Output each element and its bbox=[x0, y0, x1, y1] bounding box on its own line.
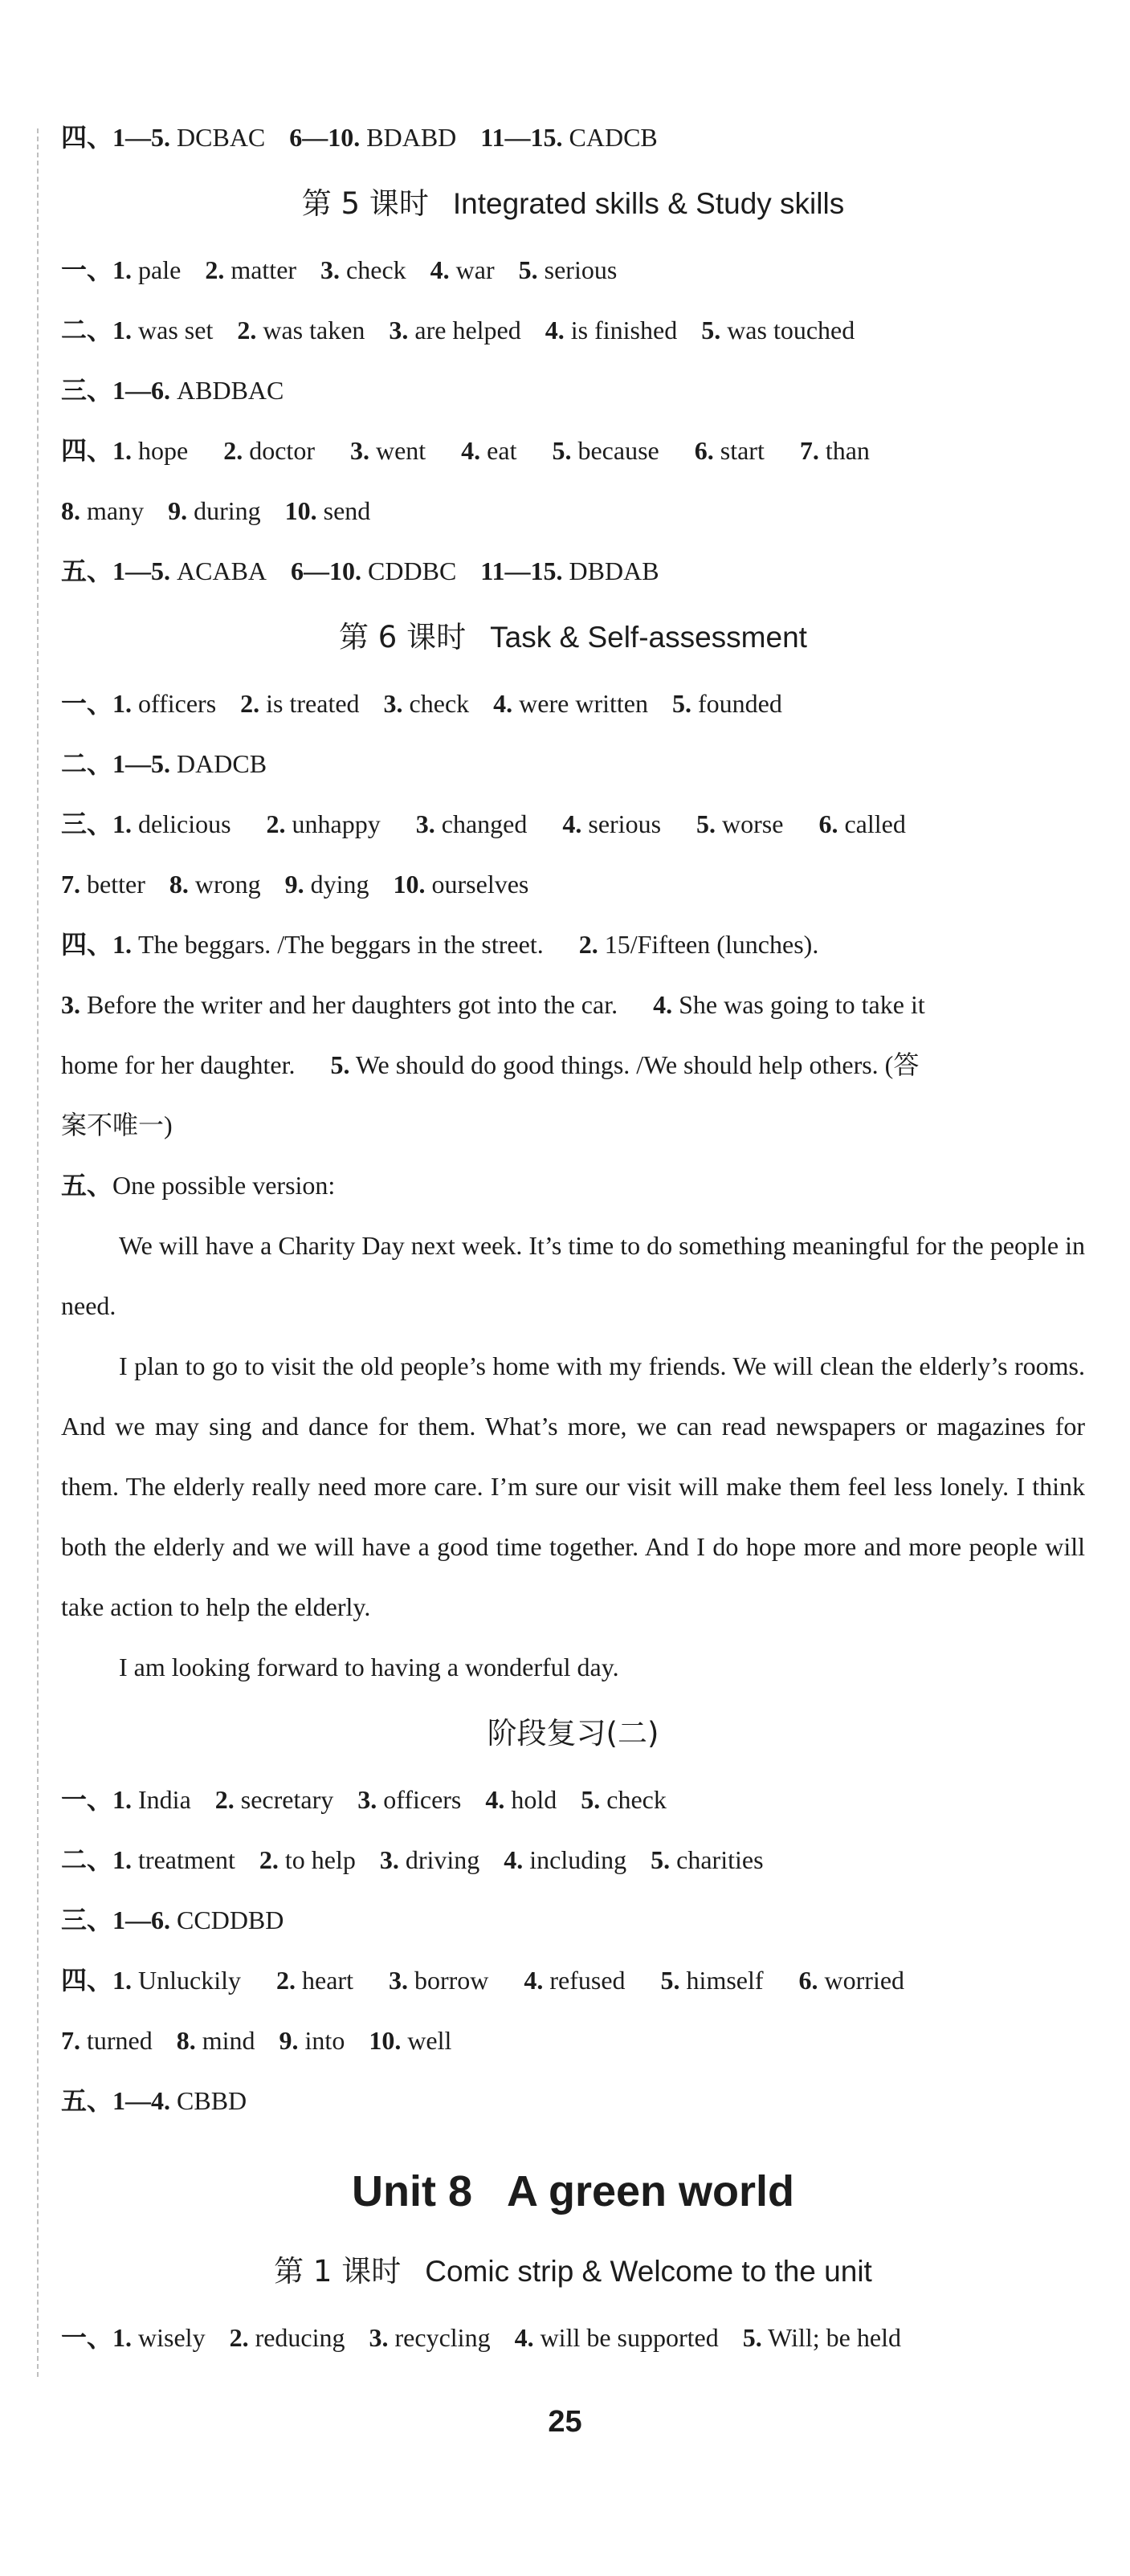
essay-paragraph-1: We will have a Charity Day next week. It’s time to do something meaningful for the people in need. bbox=[61, 1231, 1085, 1320]
lesson6-section-4-row3: home for her daughter. 5. We should do good things. /We should help others. (答 bbox=[61, 1050, 920, 1079]
lesson6-heading: 第 6 课时 Task & Self-assessment bbox=[339, 620, 807, 654]
review-section-2: 二、1. treatment 2. to help 3. driving 4. including 5. charities bbox=[61, 1845, 764, 1874]
top-section-4: 四、1—5. DCBAC 6—10. BDABD 11—15. CADCB bbox=[61, 123, 658, 152]
lesson6-section-1: 一、1. officers 2. is treated 3. check 4. were written 5. founded bbox=[61, 689, 782, 718]
essay-paragraph-3: I am looking forward to having a wonderful day. bbox=[119, 1653, 619, 1681]
lesson5-section-4-row2: 8. many 9. during 10. send bbox=[61, 496, 371, 525]
binding-dashed-line bbox=[37, 128, 39, 2377]
review-section-1: 一、1. India 2. secretary 3. officers 4. hold 5. check bbox=[61, 1785, 667, 1814]
review-section-4-row2: 7. turned 8. mind 9. into 10. well bbox=[61, 2026, 452, 2055]
lesson5-section-1: 一、1. pale 2. matter 3. check 4. war 5. serious bbox=[61, 255, 618, 284]
lesson5-section-3: 三、1—6. ABDBAC bbox=[61, 376, 284, 405]
lesson5-section-2: 二、1. was set 2. was taken 3. are helped 4. is finished 5. was touched bbox=[61, 316, 855, 344]
unit8-lesson1-heading: 第 1 课时 Comic strip & Welcome to the unit bbox=[274, 2254, 872, 2289]
essay-paragraph-2: I plan to go to visit the old people’s home with my friends. We will clean the elderly’s rooms. And we may sing and dance for them. What’s more, we can read newspapers or magazines for them. The elderly really need more care. I’m sure our visit will make them feel less lonely. I think both the elderly and we will have a good time together. And I do hope more and more people will take action to help the elderly. bbox=[61, 1351, 1085, 1621]
lesson5-section-5: 五、1—5. ACABA 6—10. CDDBC 11—15. DBDAB bbox=[61, 556, 659, 585]
lesson6-section-4-row2: 3. Before the writer and her daughters got into the car. 4. She was going to take it bbox=[61, 990, 925, 1019]
lesson5-heading: 第 5 课时 Integrated skills & Study skills bbox=[301, 186, 845, 221]
review-section-4-row1: 四、1. Unluckily 2. heart 3. borrow 4. refused 5. himself 6. worried bbox=[61, 1966, 905, 1995]
page-number: 25 bbox=[548, 2405, 582, 2439]
unit8-lesson1-section-1: 一、1. wisely 2. reducing 3. recycling 4. will be supported 5. Will; be held bbox=[61, 2323, 901, 2352]
lesson6-section-3-row1: 三、1. delicious 2. unhappy 3. changed 4. serious 5. worse 6. called bbox=[61, 809, 906, 838]
section-label: 四、 bbox=[61, 123, 113, 152]
review-section-5: 五、1—4. CBBD bbox=[61, 2086, 247, 2115]
answer-page bbox=[61, 108, 1085, 2368]
unit-title: Unit 8 A green world bbox=[351, 2167, 795, 2215]
lesson6-section-4-row1: 四、1. The beggars. /The beggars in the street. 2. 15/Fifteen (lunches). bbox=[61, 930, 819, 959]
lesson6-section-4-row4: 案不唯一) bbox=[61, 1111, 173, 1139]
review-heading: 阶段复习(二) bbox=[487, 1716, 659, 1751]
lesson6-section-2: 二、1—5. DADCB bbox=[61, 749, 267, 778]
lesson6-section-3-row2: 7. better 8. wrong 9. dying 10. ourselves bbox=[61, 870, 529, 899]
review-section-3: 三、1—6. CCDDBD bbox=[61, 1906, 284, 1934]
lesson5-section-4-row1: 四、1. hope 2. doctor 3. went 4. eat 5. because 6. start 7. than bbox=[61, 436, 870, 465]
lesson6-section-5-intro: 五、One possible version: bbox=[61, 1171, 336, 1200]
